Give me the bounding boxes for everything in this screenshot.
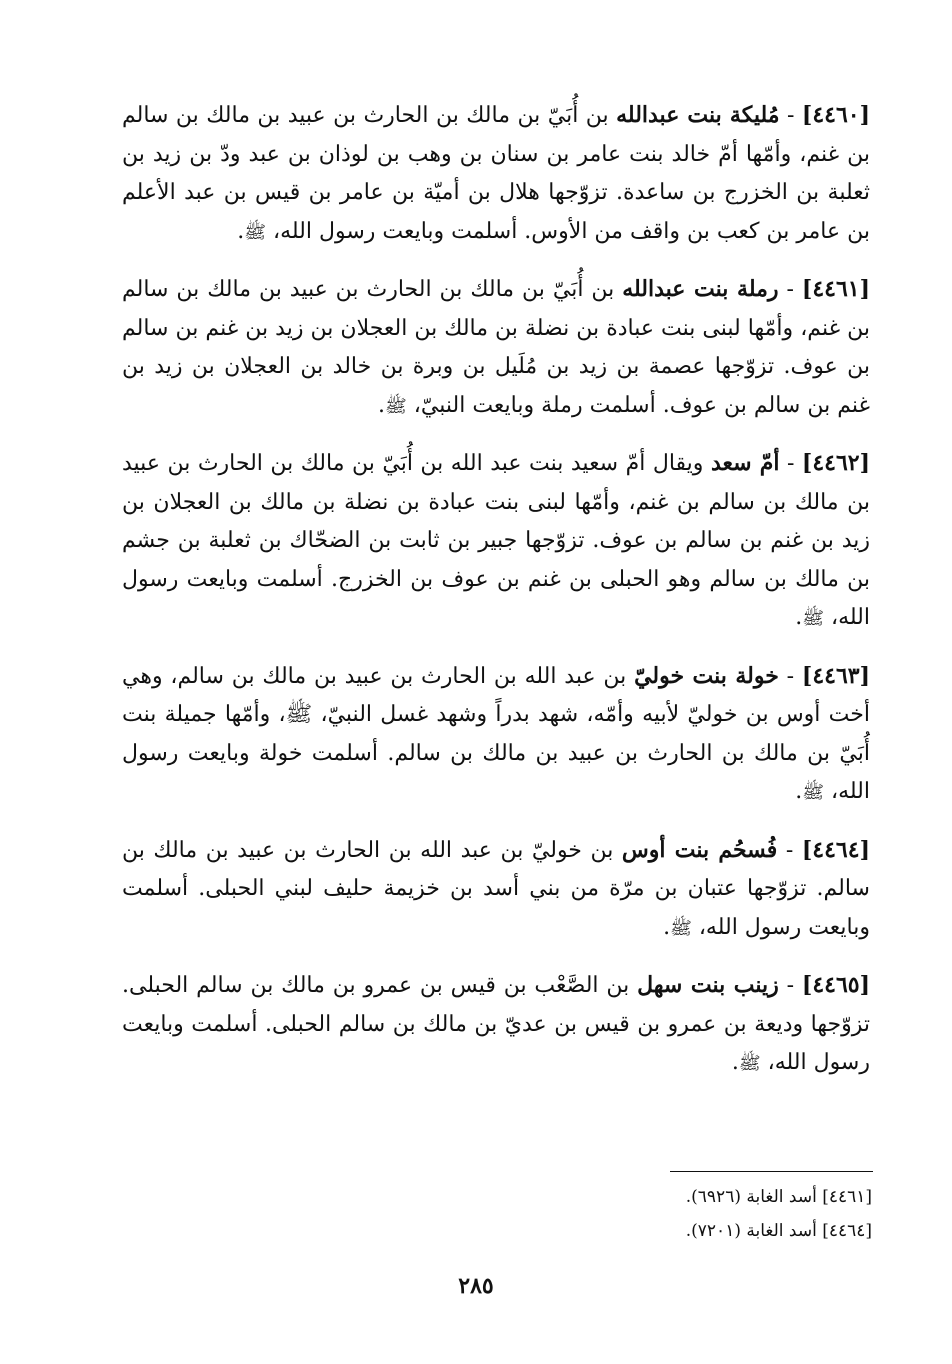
entry-end: .	[795, 605, 803, 630]
entry-4465	[122, 966, 870, 1084]
salla-symbol: ﷺ	[385, 395, 407, 417]
separator-dash: -	[787, 103, 795, 128]
entry-name: فُسحُم بنت أوس	[621, 836, 778, 863]
page-number: ٢٨٥	[458, 1273, 494, 1299]
salla-symbol: ﷺ	[802, 782, 824, 803]
entry-end: .	[795, 779, 803, 804]
footnote-item: [٤٤٦١] أسد الغابة (٦٩٢٦).	[685, 1187, 872, 1207]
footnote-item: [٤٤٦٤] أسد الغابة (٧٢٠١).	[685, 1221, 872, 1241]
entry-end: .	[731, 1050, 739, 1075]
entry-text: بن عبد الله بن الحارث بن عبيد بن مالك بن سالم، وهي أخت أوس بن خوليّ لأبيه وأمّه، شهد بدراً وشهد غسل النبيّ، ﷺ، وأمّها جميلة بنت أُبَيّ بن مالك بن الحارث بن عبيد بن مالك بن سالم. أسلمت خولة وبايعت رسول الله،	[122, 663, 870, 804]
salla-symbol: ﷺ	[802, 608, 824, 629]
footnotes	[372, 1180, 872, 1248]
entry-4464	[122, 831, 870, 949]
separator-dash: -	[786, 973, 795, 998]
separator-dash: -	[785, 837, 794, 863]
salla-symbol: ﷺ	[670, 917, 692, 939]
entry-text: بن خوليّ بن عبد الله بن الحارث بن عبيد بن مالك بن سالم. تزوّجها عتبان بن مرّة من بني أسد بن خزيمة حليف لبني الحبلى. أسلمت وبايعت رسول الله،	[122, 837, 870, 940]
entry-number: [٤٤٦٥]	[801, 972, 871, 998]
entry-end: .	[378, 392, 386, 418]
entry-number: [٤٤٦١]	[801, 276, 871, 302]
entry-text: بن أُبَيّ بن مالك بن الحارث بن عبيد بن مالك بن سالم بن غنم، وأمّها لبنى بنت عبادة بن نضلة بن مالك بن العجلان بن زيد بن غنم بن سالم بن عوف. تزوّجها عصمة بن زيد بن مُلَيل بن وبرة بن خالد بن العجلان بن زيد بن غنم بن سالم بن عوف. أسلمت رملة وبايعت النبيّ،	[122, 277, 870, 418]
entry-number: [٤٤٦٢]	[801, 450, 871, 476]
entry-number: [٤٤٦٠]	[801, 102, 871, 128]
entry-text: بن أُبَيّ بن مالك بن الحارث بن عبيد بن مالك بن سالم بن غنم، وأمّها أمّ خالد بنت عامر بن سنان بن وهب بن لوذان بن عبد ودّ بن زيد بن ثعلبة بن الخزرج بن ساعدة. تزوّجها هلال بن أميّة بن عامر بن قيس بن عبد الأعلم بن عامر بن كعب بن واقف من الأوس. أسلمت وبايعت رسول الله،	[122, 103, 870, 244]
salla-symbol: ﷺ	[738, 1053, 761, 1074]
entry-name: رملة بنت عبدالله	[622, 276, 779, 302]
entry-number: [٤٤٦٤]	[801, 836, 870, 863]
entry-end: .	[663, 914, 671, 940]
entry-name: خولة بنت خوليّ	[634, 662, 779, 689]
entry-end: .	[237, 218, 245, 244]
entry-4462	[122, 444, 870, 639]
entry-name: مُليكة بنت عبدالله	[616, 102, 780, 128]
entry-number: [٤٤٦٣]	[801, 662, 870, 689]
footnote-divider	[670, 1171, 873, 1172]
entry-text: ويقال أمّ سعيد بنت عبد الله بن أُبَيّ بن مالك بن الحارث بن عبيد بن مالك بن سالم بن غنم، وأمّها لبنى بنت عبادة بن نضلة بن مالك بن العجلان بن زيد بن غنم بن سالم بن عوف. تزوّجها جبير بن ثابت بن الضحّاك بن ثعلبة بن جشم بن مالك بن سالم وهو الحبلى بن غنم بن عوف بن الخزرج. أسلمت وبايعت رسول الله،	[122, 451, 870, 630]
salla-symbol: ﷺ	[244, 221, 266, 243]
entry-name: أمّ سعد	[710, 450, 780, 476]
entry-4460	[122, 96, 870, 252]
separator-dash: -	[786, 277, 794, 302]
separator-dash: -	[786, 663, 795, 689]
main-text	[122, 96, 870, 1102]
entry-4461	[122, 270, 870, 426]
entry-name: زينب بنت سهل	[637, 972, 779, 998]
entry-4463	[122, 657, 870, 813]
separator-dash: -	[786, 451, 795, 476]
entry-text: بن الصَّعْب بن قيس بن عمرو بن مالك بن سالم الحبلى. تزوّجها وديعة بن عمرو بن قيس بن عديّ بن مالك بن سالم الحبلى. أسلمت وبايعت رسول الله،	[122, 973, 870, 1075]
